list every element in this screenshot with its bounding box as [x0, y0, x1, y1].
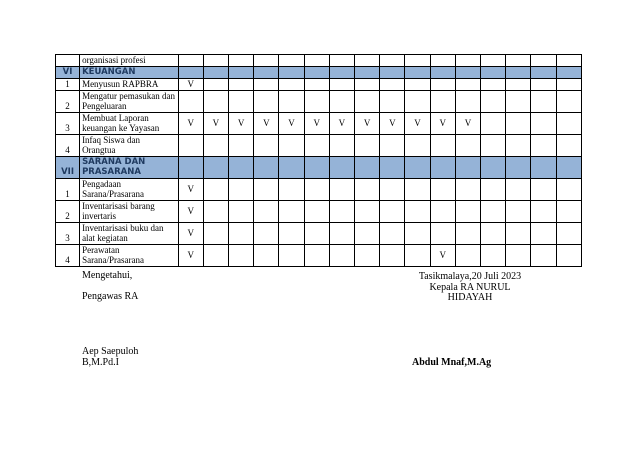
schedule-cell [531, 112, 556, 134]
row-number: VII [56, 156, 80, 178]
table-left-rule [55, 246, 56, 258]
schedule-cell [279, 66, 304, 78]
check-mark: V [178, 200, 203, 222]
schedule-cell [380, 244, 405, 266]
acknowledge-label: Mengetahui, [82, 270, 133, 281]
activity-description: Inventarisasi buku dan alat kegiatan [80, 222, 179, 244]
schedule-cell [178, 66, 203, 78]
principal-name: Abdul Mnaf,M.Ag [412, 357, 492, 368]
schedule-cell [254, 55, 279, 67]
schedule-cell [506, 90, 531, 112]
schedule-cell [229, 78, 254, 90]
schedule-cell [556, 90, 581, 112]
schedule-cell [481, 244, 506, 266]
schedule-cell [279, 134, 304, 156]
schedule-cell [430, 78, 455, 90]
schedule-cell [304, 178, 329, 200]
check-mark: V [430, 112, 455, 134]
schedule-cell [556, 66, 581, 78]
table-row [56, 200, 582, 222]
schedule-cell [556, 55, 581, 67]
schedule-cell [178, 134, 203, 156]
schedule-cell [304, 78, 329, 90]
schedule-cell [279, 156, 304, 178]
schedule-cell [531, 156, 556, 178]
schedule-cell [229, 244, 254, 266]
schedule-cell [506, 55, 531, 67]
schedule-cell [355, 78, 380, 90]
schedule-cell [229, 156, 254, 178]
principal-role-line1: Kepala RA NURUL [429, 282, 511, 293]
schedule-cell [380, 78, 405, 90]
schedule-cell [355, 178, 380, 200]
schedule-cell [380, 134, 405, 156]
schedule-cell [304, 90, 329, 112]
check-mark: V [229, 112, 254, 134]
activity-description: Infaq Siswa dan Orangtua [80, 134, 179, 156]
check-mark: V [380, 112, 405, 134]
section-title: SARANA DAN PRASARANA [80, 156, 179, 178]
place-date: Tasikmalaya,20 Juli 2023 [418, 271, 522, 282]
activity-description: Membuat Laporan keuangan ke Yayasan [80, 112, 179, 134]
schedule-cell [481, 90, 506, 112]
schedule-cell [455, 222, 480, 244]
schedule-cell [405, 55, 430, 67]
schedule-cell [481, 78, 506, 90]
schedule-cell [481, 55, 506, 67]
schedule-cell [405, 90, 430, 112]
schedule-cell [203, 55, 228, 67]
check-mark: V [355, 112, 380, 134]
schedule-cell [455, 66, 480, 78]
check-mark: V [329, 112, 354, 134]
schedule-cell [355, 66, 380, 78]
schedule-cell [229, 178, 254, 200]
schedule-cell [405, 244, 430, 266]
schedule-cell [380, 156, 405, 178]
schedule-cell [405, 178, 430, 200]
schedule-cell [279, 78, 304, 90]
row-number: 2 [56, 200, 80, 222]
schedule-cell [405, 134, 430, 156]
schedule-cell [556, 244, 581, 266]
schedule-cell [203, 244, 228, 266]
schedule-cell [279, 178, 304, 200]
schedule-cell [203, 90, 228, 112]
schedule-cell [556, 112, 581, 134]
schedule-cell [355, 244, 380, 266]
schedule-cell [430, 66, 455, 78]
schedule-cell [203, 134, 228, 156]
schedule-cell [430, 156, 455, 178]
schedule-cell [481, 134, 506, 156]
schedule-cell [531, 66, 556, 78]
schedule-cell [481, 66, 506, 78]
schedule-cell [380, 55, 405, 67]
table-row [56, 78, 582, 90]
table-row [56, 178, 582, 200]
schedule-cell [279, 55, 304, 67]
schedule-cell [203, 78, 228, 90]
schedule-cell [355, 134, 380, 156]
schedule-cell [254, 90, 279, 112]
schedule-cell [556, 78, 581, 90]
schedule-cell [254, 134, 279, 156]
schedule-cell [556, 134, 581, 156]
schedule-cell [506, 178, 531, 200]
schedule-cell [506, 222, 531, 244]
schedule-cell [329, 55, 354, 67]
schedule-cell [556, 200, 581, 222]
check-mark: V [455, 112, 480, 134]
schedule-cell [329, 222, 354, 244]
schedule-cell [405, 156, 430, 178]
schedule-cell [355, 200, 380, 222]
check-mark: V [178, 244, 203, 266]
schedule-cell [430, 134, 455, 156]
schedule-cell [531, 222, 556, 244]
check-mark: V [178, 78, 203, 90]
schedule-cell [405, 222, 430, 244]
schedule-cell [455, 156, 480, 178]
schedule-cell [329, 78, 354, 90]
schedule-cell [531, 134, 556, 156]
schedule-cell [506, 156, 531, 178]
schedule-cell [430, 200, 455, 222]
schedule-cell [506, 78, 531, 90]
schedule-cell [531, 178, 556, 200]
table-row [56, 134, 582, 156]
schedule-cell [355, 156, 380, 178]
table-row [56, 55, 582, 67]
schedule-cell [329, 90, 354, 112]
schedule-cell [455, 134, 480, 156]
schedule-cell [531, 78, 556, 90]
schedule-cell [229, 90, 254, 112]
schedule-cell [229, 134, 254, 156]
section-title: KEUANGAN [80, 66, 179, 78]
schedule-cell [203, 156, 228, 178]
schedule-cell [455, 90, 480, 112]
schedule-cell [380, 90, 405, 112]
schedule-cell [254, 244, 279, 266]
schedule-cell [229, 200, 254, 222]
row-number: 3 [56, 112, 80, 134]
schedule-cell [455, 244, 480, 266]
schedule-cell [455, 178, 480, 200]
schedule-cell [279, 244, 304, 266]
schedule-cell [531, 244, 556, 266]
schedule-cell [481, 222, 506, 244]
schedule-cell [355, 90, 380, 112]
schedule-cell [556, 222, 581, 244]
schedule-cell [229, 55, 254, 67]
schedule-cell [254, 178, 279, 200]
schedule-cell [355, 222, 380, 244]
schedule-cell [329, 66, 354, 78]
row-number: VI [56, 66, 80, 78]
schedule-cell [556, 178, 581, 200]
schedule-cell [229, 66, 254, 78]
schedule-cell [430, 90, 455, 112]
schedule-cell [254, 66, 279, 78]
schedule-cell [531, 90, 556, 112]
schedule-cell [506, 134, 531, 156]
schedule-cell [279, 200, 304, 222]
schedule-cell [203, 222, 228, 244]
schedule-cell [178, 90, 203, 112]
row-number: 1 [56, 78, 80, 90]
schedule-cell [455, 55, 480, 67]
activity-description: Inventarisasi barang invertaris [80, 200, 179, 222]
schedule-cell [506, 244, 531, 266]
schedule-cell [430, 55, 455, 67]
schedule-cell [481, 112, 506, 134]
schedule-cell [506, 112, 531, 134]
schedule-cell [178, 55, 203, 67]
supervisor-role: Pengawas RA [82, 291, 139, 302]
table-row [56, 90, 582, 112]
schedule-cell [178, 156, 203, 178]
schedule-cell [304, 156, 329, 178]
schedule-cell [506, 200, 531, 222]
schedule-cell [380, 222, 405, 244]
activity-description: Mengatur pemasukan dan Pengeluaran [80, 90, 179, 112]
schedule-cell [329, 200, 354, 222]
activity-description: Menyusun RAPBRA [80, 78, 179, 90]
schedule-cell [203, 66, 228, 78]
check-mark: V [254, 112, 279, 134]
table-row [56, 244, 582, 266]
schedule-cell [531, 200, 556, 222]
schedule-cell [481, 178, 506, 200]
activity-description: Pengadaan Sarana/Prasarana [80, 178, 179, 200]
schedule-cell [304, 66, 329, 78]
row-number: 4 [56, 244, 80, 266]
schedule-cell [405, 78, 430, 90]
schedule-cell [380, 66, 405, 78]
check-mark: V [203, 112, 228, 134]
table-row [56, 222, 582, 244]
schedule-cell [304, 200, 329, 222]
schedule-cell [329, 178, 354, 200]
schedule-cell [455, 200, 480, 222]
schedule-cell [531, 55, 556, 67]
supervisor-title: B,M.Pd.I [82, 357, 119, 368]
row-number: 3 [56, 222, 80, 244]
schedule-cell [430, 222, 455, 244]
activity-description: Perawatan Sarana/Prasarana [80, 244, 179, 266]
row-number: 4 [56, 134, 80, 156]
schedule-cell [481, 200, 506, 222]
row-number: 1 [56, 178, 80, 200]
schedule-cell [329, 156, 354, 178]
check-mark: V [178, 178, 203, 200]
schedule-cell [405, 200, 430, 222]
schedule-cell [279, 222, 304, 244]
check-mark: V [178, 222, 203, 244]
check-mark: V [178, 112, 203, 134]
schedule-cell [304, 222, 329, 244]
schedule-cell [254, 156, 279, 178]
schedule-cell [380, 200, 405, 222]
row-number [56, 55, 80, 67]
schedule-cell [329, 134, 354, 156]
schedule-cell [329, 244, 354, 266]
schedule-cell [229, 222, 254, 244]
schedule-cell [254, 78, 279, 90]
schedule-cell [304, 244, 329, 266]
section-row [56, 156, 582, 178]
schedule-cell [203, 178, 228, 200]
schedule-cell [279, 90, 304, 112]
supervisor-name: Aep Saepuloh [82, 346, 139, 357]
check-mark: V [304, 112, 329, 134]
schedule-cell [430, 178, 455, 200]
section-row [56, 66, 582, 78]
row-number: 2 [56, 90, 80, 112]
principal-role-line2: HIDAYAH [447, 292, 493, 303]
schedule-cell [506, 66, 531, 78]
check-mark: V [279, 112, 304, 134]
schedule-cell [455, 78, 480, 90]
schedule-cell [405, 66, 430, 78]
schedule-cell [355, 55, 380, 67]
activity-description: organisasi profesi [80, 55, 179, 67]
schedule-cell [304, 55, 329, 67]
activity-schedule-table [55, 54, 582, 267]
schedule-cell [304, 134, 329, 156]
check-mark: V [430, 244, 455, 266]
schedule-cell [254, 222, 279, 244]
schedule-cell [556, 156, 581, 178]
schedule-cell [203, 200, 228, 222]
table-row [56, 112, 582, 134]
schedule-cell [481, 156, 506, 178]
check-mark: V [405, 112, 430, 134]
schedule-cell [380, 178, 405, 200]
schedule-cell [254, 200, 279, 222]
